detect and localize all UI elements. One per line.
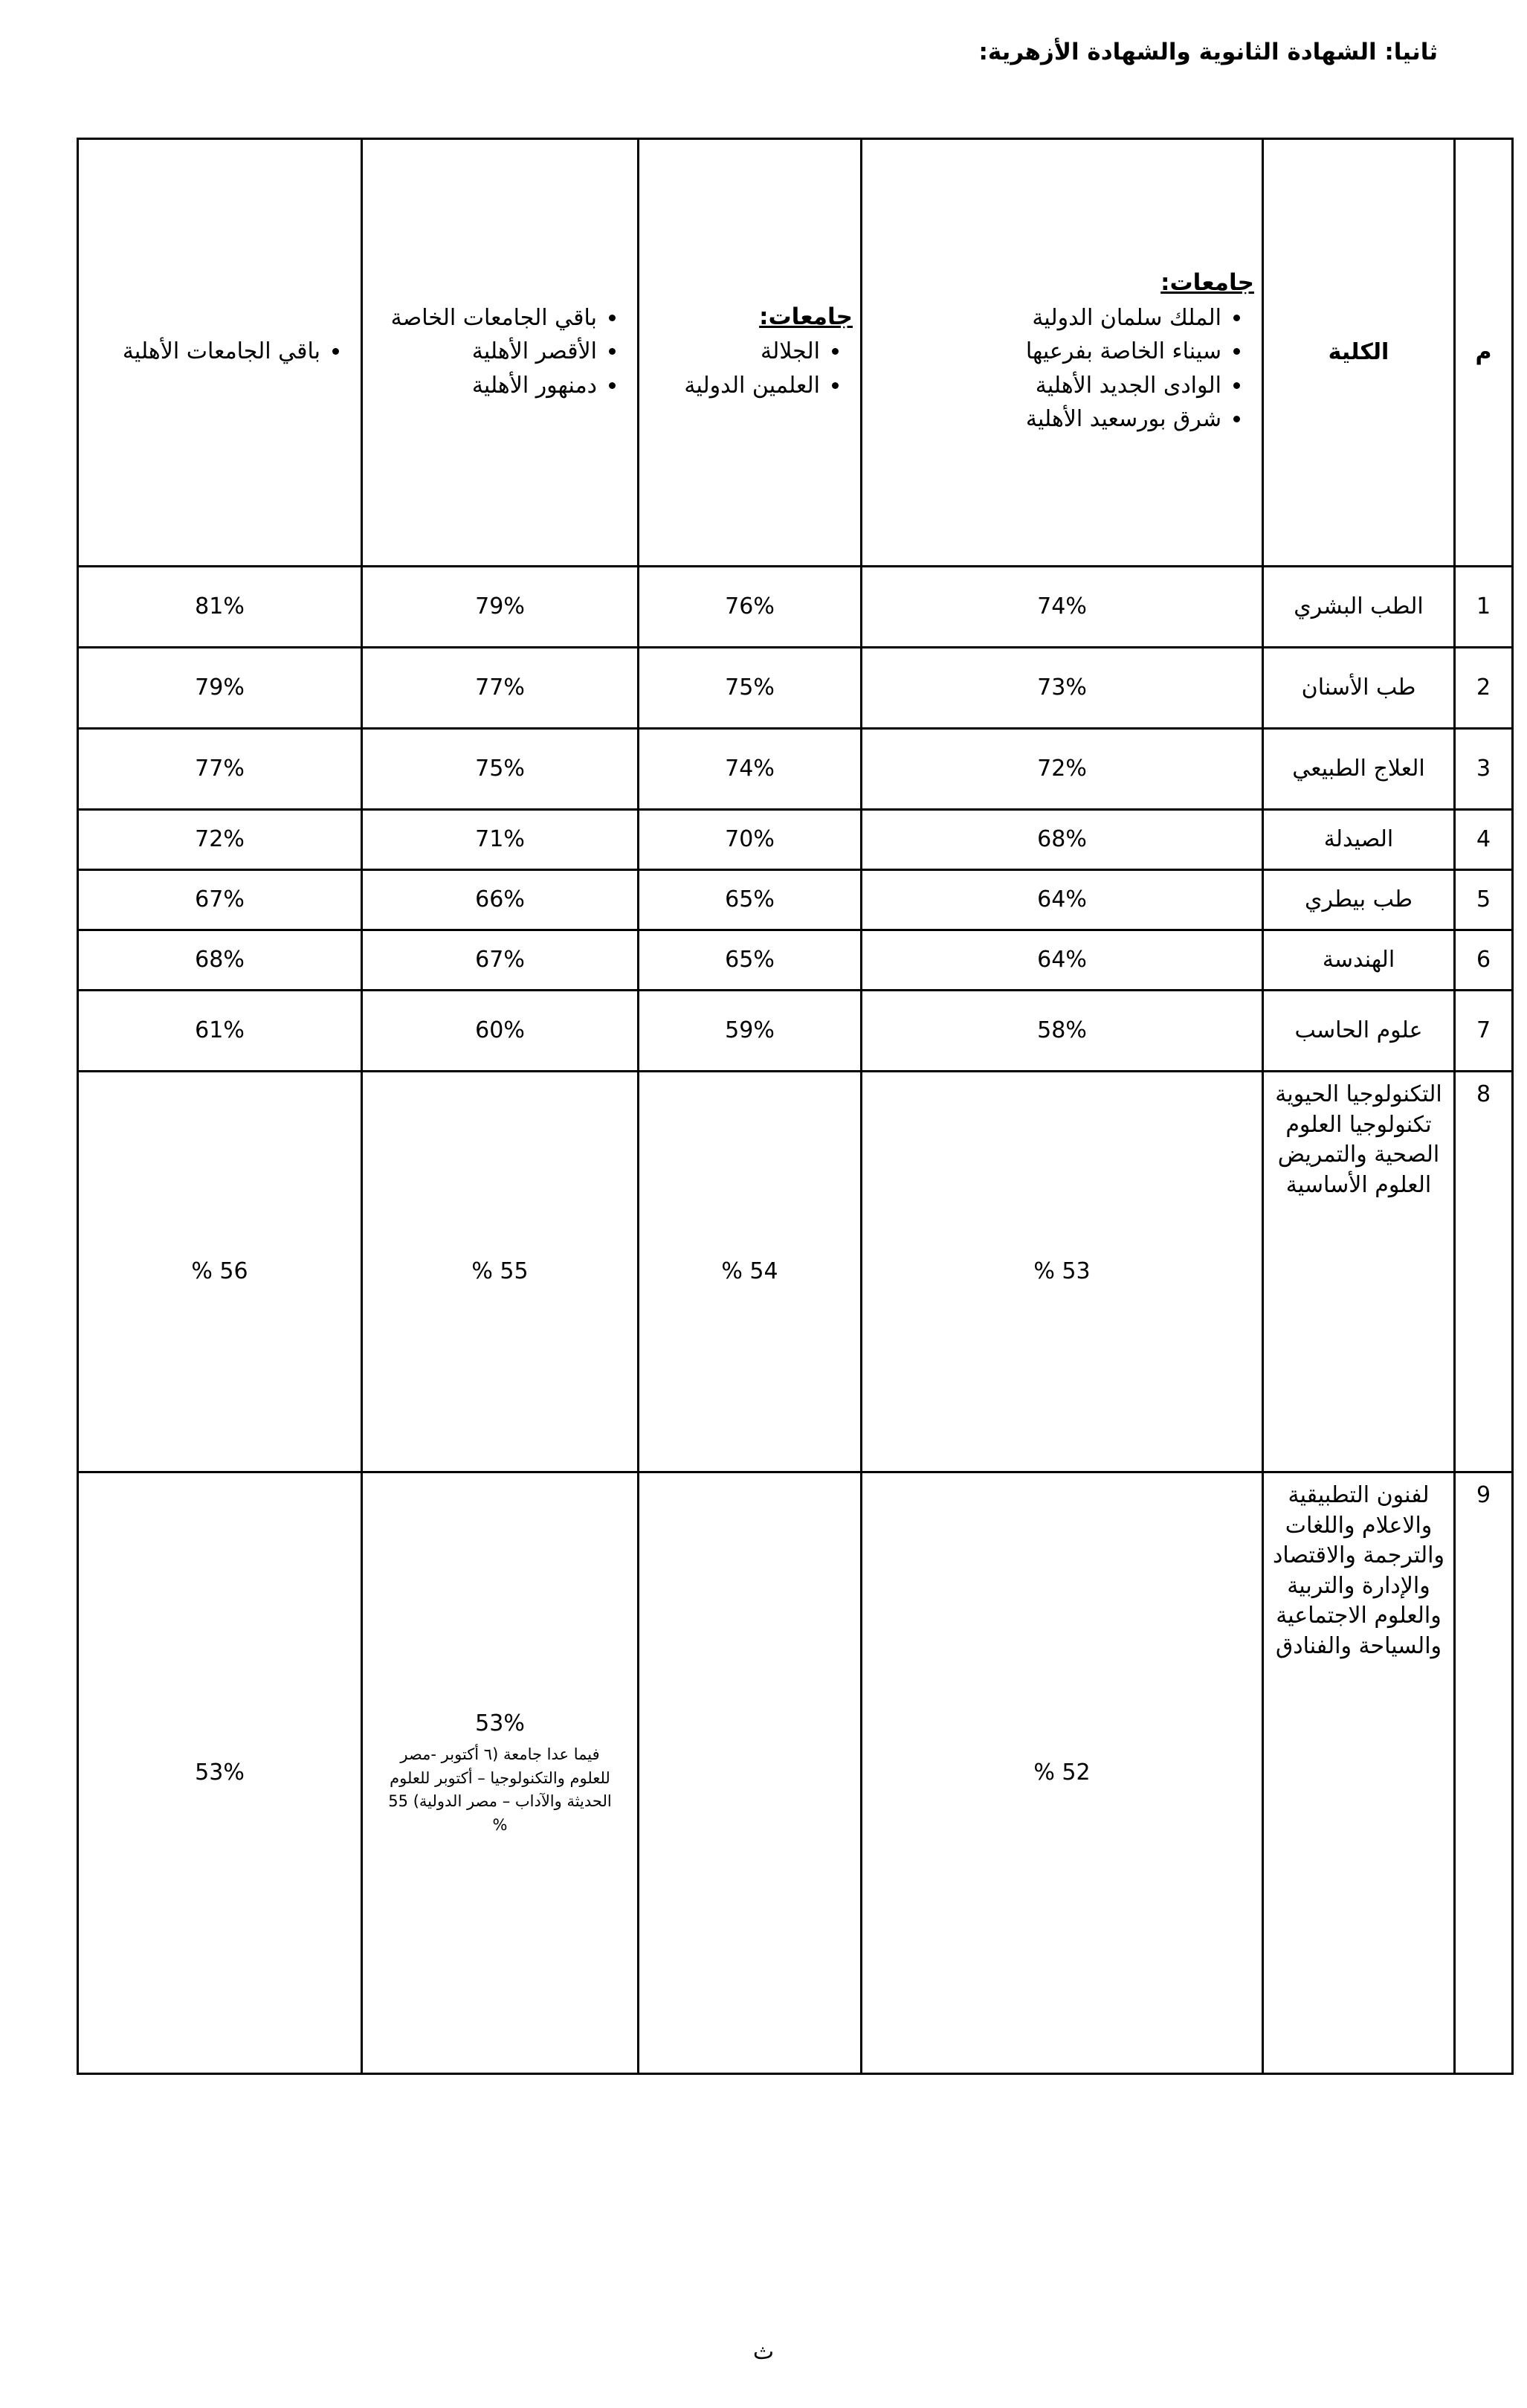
cell-ahlia: 79% xyxy=(78,648,362,729)
list-item: • سيناء الخاصة بفرعيها xyxy=(870,335,1221,368)
header-group-private xyxy=(362,139,639,567)
table-header xyxy=(78,139,1513,567)
cell-number: 1 xyxy=(1455,567,1513,648)
table-row xyxy=(78,729,1513,810)
cell-number: 5 xyxy=(1455,870,1513,930)
cell-ahlia: 81% xyxy=(78,567,362,648)
cell-number: 2 xyxy=(1455,648,1513,729)
cell-salman: 64% xyxy=(862,930,1263,991)
table-row xyxy=(78,1472,1513,2074)
cell-ahlia: 61% xyxy=(78,991,362,1072)
cell-salman: 73% xyxy=(862,648,1263,729)
page-footer-mark: ث xyxy=(752,2339,775,2365)
cell-ahlia: 77% xyxy=(78,729,362,810)
cell-ahlia: 67% xyxy=(78,870,362,930)
header-group-ahlia-list xyxy=(86,335,353,368)
cell-private: 79% xyxy=(362,567,639,648)
cell-galala: 74% xyxy=(639,729,862,810)
list-item: • شرق بورسعيد الأهلية xyxy=(870,403,1221,436)
cell-college: علوم الحاسب xyxy=(1263,991,1455,1072)
cell-number: 7 xyxy=(1455,991,1513,1072)
header-group-galala xyxy=(639,139,862,567)
table-row xyxy=(78,1072,1513,1472)
cell-college: الطب البشري xyxy=(1263,567,1455,648)
list-item: • باقي الجامعات الخاصة xyxy=(370,302,597,335)
table-row xyxy=(78,567,1513,648)
admission-grades-table xyxy=(77,138,1514,2075)
header-group-galala-list xyxy=(647,335,853,402)
header-college: الكلية xyxy=(1263,139,1455,567)
cell-college: طب الأسنان xyxy=(1263,648,1455,729)
header-group-galala-label: جامعات: xyxy=(759,303,853,330)
cell-private: 75% xyxy=(362,729,639,810)
list-item: • الملك سلمان الدولية xyxy=(870,302,1221,335)
cell-private xyxy=(362,1472,639,2074)
cell-college: الهندسة xyxy=(1263,930,1455,991)
cell-number: 4 xyxy=(1455,810,1513,870)
table-row xyxy=(78,648,1513,729)
cell-galala: 70% xyxy=(639,810,862,870)
cell-private-value: 53% xyxy=(475,1710,525,1736)
list-item: • الوادى الجديد الأهلية xyxy=(870,370,1221,402)
cell-number: 3 xyxy=(1455,729,1513,810)
header-group-salman-list xyxy=(870,302,1254,436)
cell-galala: 65% xyxy=(639,870,862,930)
table-row xyxy=(78,930,1513,991)
cell-private-note: فيما عدا جامعة (٦ أكتوبر -مصر للعلوم والتكنولوجيا – أكتوبر للعلوم الحديثة والآداب – مصر الدولية) 55 % xyxy=(388,1745,612,1834)
cell-galala: 76% xyxy=(639,567,862,648)
cell-private: 60% xyxy=(362,991,639,1072)
table-row xyxy=(78,991,1513,1072)
cell-ahlia: 56 % xyxy=(78,1072,362,1472)
cell-galala: 54 % xyxy=(639,1072,862,1472)
cell-college: التكنولوجيا الحيوية تكنولوجيا العلوم الصحية والتمريض العلوم الأساسية xyxy=(1263,1072,1455,1472)
cell-galala: 75% xyxy=(639,648,862,729)
cell-salman: 52 % xyxy=(862,1472,1263,2074)
cell-college: الصيدلة xyxy=(1263,810,1455,870)
list-item: • دمنهور الأهلية xyxy=(370,370,597,402)
list-item: • الجلالة xyxy=(647,335,820,368)
cell-ahlia: 72% xyxy=(78,810,362,870)
cell-galala xyxy=(639,1472,862,2074)
cell-private: 55 % xyxy=(362,1072,639,1472)
list-item: • باقي الجامعات الأهلية xyxy=(86,335,320,368)
cell-private: 71% xyxy=(362,810,639,870)
cell-galala: 59% xyxy=(639,991,862,1072)
table-row xyxy=(78,810,1513,870)
cell-college: طب بيطري xyxy=(1263,870,1455,930)
header-number: م xyxy=(1455,139,1513,567)
cell-private: 66% xyxy=(362,870,639,930)
header-group-salman xyxy=(862,139,1263,567)
table-row xyxy=(78,870,1513,930)
cell-salman: 72% xyxy=(862,729,1263,810)
header-group-private-list xyxy=(370,302,630,402)
cell-number: 8 xyxy=(1455,1072,1513,1472)
cell-number: 9 xyxy=(1455,1472,1513,2074)
cell-ahlia: 53% xyxy=(78,1472,362,2074)
cell-private: 67% xyxy=(362,930,639,991)
cell-private: 77% xyxy=(362,648,639,729)
page-title: ثانيا: الشهادة الثانوية والشهادة الأزهرية: xyxy=(978,39,1438,65)
table-body xyxy=(78,567,1513,2074)
cell-college: لفنون التطبيقية والاعلام واللغات والترجمة والاقتصاد والإدارة والتربية والعلوم الاجتماعية والسياحة والفنادق xyxy=(1263,1472,1455,2074)
cell-salman: 58% xyxy=(862,991,1263,1072)
cell-salman: 68% xyxy=(862,810,1263,870)
cell-college: العلاج الطبيعي xyxy=(1263,729,1455,810)
header-group-salman-label: جامعات: xyxy=(1160,269,1254,297)
list-item: • الأقصر الأهلية xyxy=(370,335,597,368)
header-group-ahlia xyxy=(78,139,362,567)
cell-galala: 65% xyxy=(639,930,862,991)
cell-ahlia: 68% xyxy=(78,930,362,991)
cell-salman: 74% xyxy=(862,567,1263,648)
cell-salman: 53 % xyxy=(862,1072,1263,1472)
cell-number: 6 xyxy=(1455,930,1513,991)
list-item: • العلمين الدولية xyxy=(647,370,820,402)
cell-salman: 64% xyxy=(862,870,1263,930)
